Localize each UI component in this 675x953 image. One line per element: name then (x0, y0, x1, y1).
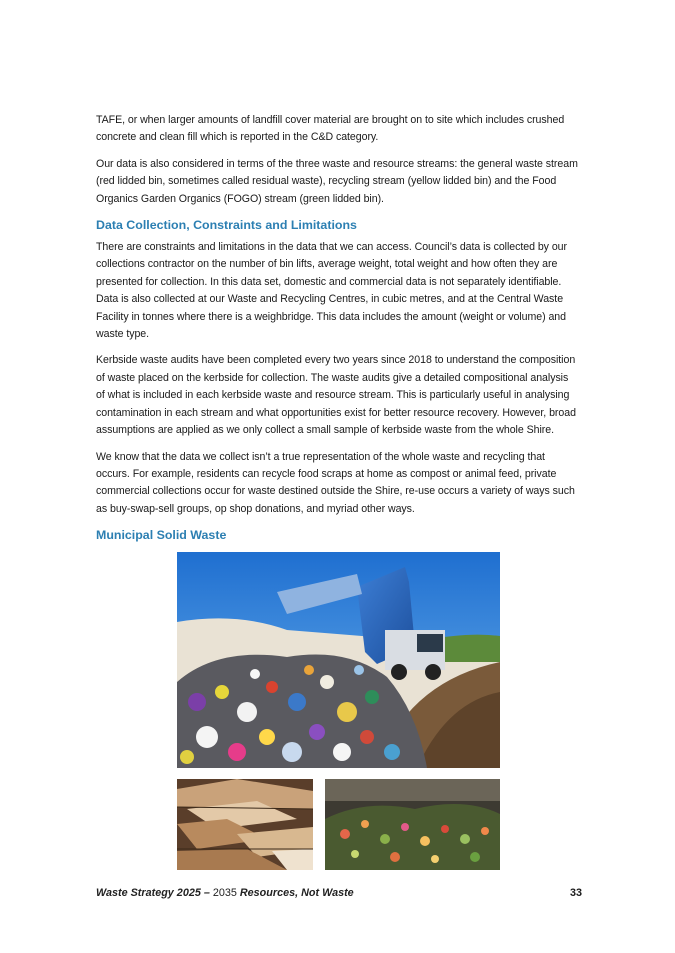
paragraph-tafe: TAFE, or when larger amounts of landfill cover material are brought on to site which includes crushed concrete and clean fill which is reported in the C&D category. (96, 114, 565, 144)
page-number: 33 (569, 887, 582, 899)
food-organics-photo (325, 779, 500, 870)
footer-title-part-c: Resources, Not Waste (239, 887, 354, 899)
heading-data-collection: Data Collection, Constraints and Limitations (96, 218, 357, 233)
footer-title-part-b: 2035 (212, 887, 237, 899)
paragraph-representation: We know that the data we collect isn’t a true representation of the whole waste and recycling that occurs. For example, residents can recycle food scraps at home as compost or animal feed, private commercial collections occur for waste destined outside the Shire, re-use occurs a variety of ways such as buy-swap-sell groups, op shop donations, and myriad other ways. (96, 450, 575, 515)
paragraph-audits: Kerbside waste audits have been completed every two years since 2018 to understand the composition of waste placed on the kerbside for collection. The waste audits give a detailed compositional analysis of what is included in each kerbside waste and resource stream. This is particularly useful in analysing contamination in each stream and what opportunities exist for better resource recovery. However, broad assumptions are applied as we only collect a small sample of kerbside waste from the whole Shire. (96, 354, 576, 437)
paragraph-streams: Our data is also considered in terms of the three waste and resource streams: the general waste stream (red lidded bin, sometimes called residual waste), recycling stream (yellow lidded bin) and the Food Organics Garden Organics (FOGO) stream (green lidded bin). (96, 157, 578, 205)
footer-title (96, 887, 354, 899)
landfill-truck-photo (177, 552, 500, 768)
footer-title-part-a: Waste Strategy 2025 – (96, 887, 210, 899)
page-footer (96, 887, 582, 903)
heading-municipal-solid-waste: Municipal Solid Waste (96, 528, 227, 543)
body-content (96, 112, 578, 549)
paragraph-constraints: There are constraints and limitations in the data that we can access. Council’s data is collected by our collections contractor on the number of bin lifts, average weight, total weight and how often they are presented for collection. In this data set, domestic and commercial data is not separately identifiable. Data is also collected at our Waste and Recycling Centres, in cubic metres, and at the Central Waste Facility in tonnes where there is a weighbridge. This data includes the amount (weight or volume) and waste type. (96, 241, 567, 341)
cardboard-photo (177, 779, 313, 870)
